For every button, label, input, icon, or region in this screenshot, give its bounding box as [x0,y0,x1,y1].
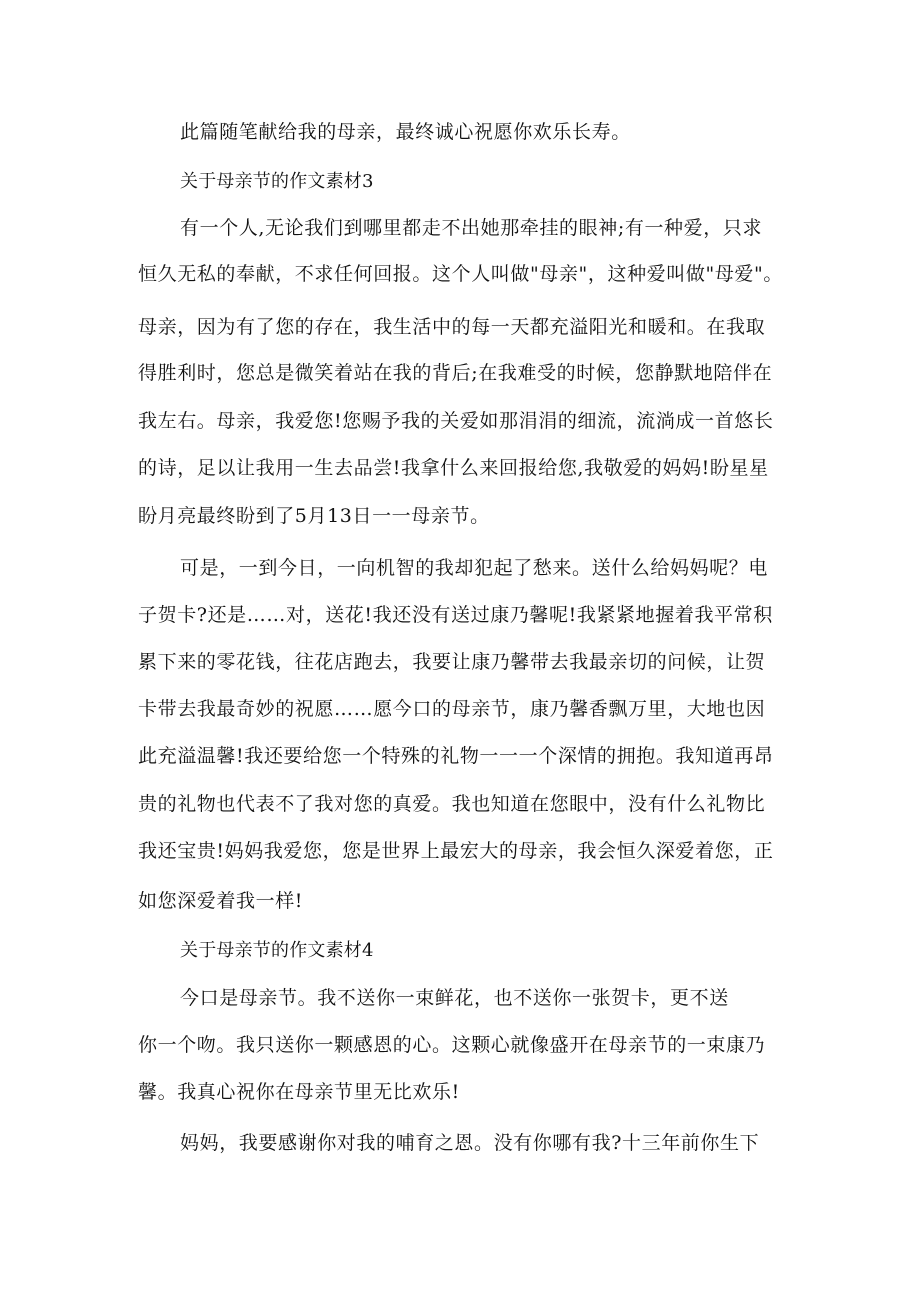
paragraph-line: 累下来的零花钱，往花店跑去，我要让康乃馨带去我最亲切的问候，让贺 [138,651,766,673]
paragraph-line: 盼月亮最终盼到了5月13日一一母亲节。 [138,505,490,527]
paragraph-line: 母亲，因为有了您的存在，我生活中的每一天都充溢阳光和暖和。在我取 [138,316,766,338]
paragraph-line: 妈妈，我要感谢你对我的哺育之恩。没有你哪有我?十三年前你生下 [180,1132,760,1154]
paragraph-line: 得胜利时，您总是微笑着站在我的背后;在我难受的时候，您静默地陪伴在 [138,362,773,384]
section-heading-4: 关于母亲节的作文素材4 [180,940,374,961]
paragraph-line: 恒久无私的奉献，不求任何回报。这个人叫做"母亲"，这种爱叫做"母爱"。 [138,263,783,285]
section-heading-3: 关于母亲节的作文素材3 [180,171,374,192]
paragraph-line: 我还宝贵!妈妈我爱您，您是世界上最宏大的母亲，我会恒久深爱着您，正 [138,840,774,862]
paragraph-line: 今口是母亲节。我不送你一束鲜花，也不送你一张贺卡，更不送 [180,987,729,1009]
paragraph-line: 有一个人,无论我们到哪里都走不出她那牵挂的眼神;有一种爱，只求 [180,217,763,239]
paragraph-line: 如您深爱着我一样! [138,890,304,912]
paragraph-line: 可是，一到今日，一向机智的我却犯起了愁来。送什么给妈妈呢？电 [180,557,769,579]
paragraph-line: 此充溢温馨!我还要给您一个特殊的礼物一一一个深情的拥抱。我知道再昂 [138,745,774,767]
paragraph-dedication: 此篇随笔献给我的母亲，最终诚心祝愿你欢乐长寿。 [180,121,631,143]
paragraph-line: 贵的礼物也代表不了我对您的真爱。我也知道在您眼中，没有什么礼物比 [138,793,766,815]
paragraph-line: 的诗，足以让我用一生去品尝!我拿什么来回报给您,我敬爱的妈妈!盼星星 [138,457,769,479]
paragraph-line: 卡带去我最奇妙的祝愿……愿今口的母亲节，康乃馨香飘万里，大地也因 [138,698,766,720]
paragraph-line: 你一个吻。我只送你一颗感恩的心。这颗心就像盛开在母亲节的一束康乃 [138,1034,766,1056]
paragraph-line: 我左右。母亲，我爱您!您赐予我的关爱如那涓涓的细流，流淌成一首悠长 [138,410,774,432]
paragraph-line: 馨。我真心祝你在母亲节里无比欢乐! [138,1081,460,1103]
paragraph-line: 子贺卡?还是……对，送花!我还没有送过康乃馨呢!我紧紧地握着我平常积 [138,604,773,626]
